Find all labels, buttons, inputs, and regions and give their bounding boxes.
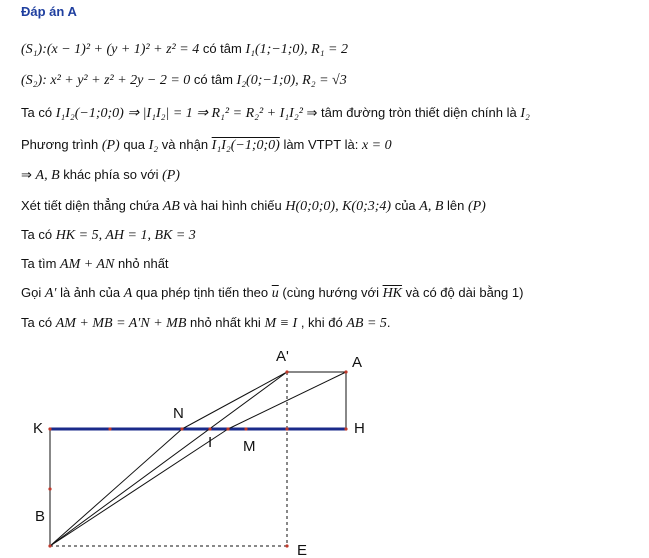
math-segment: A [123,286,133,301]
point-a [344,370,347,373]
text-segment: và có độ dài bằng 1) [402,285,524,300]
math-segment: I₂ [148,138,159,153]
text-segment: và hai hình chiếu [179,198,286,213]
sphere-s2-equation: (S₂): x² + y² + z² + 2y − 2 = 0 [21,73,191,88]
segment-n-aprime [182,372,287,429]
segment-b-m [50,429,228,546]
math-segment: AM + AN [60,257,115,272]
math-segment: A′ [44,286,57,301]
text-segment: qua [119,137,149,152]
label-e: E [297,542,308,558]
point-aprime [285,370,288,373]
text-segment: Ta có [21,105,56,120]
math-segment: (P) [162,168,180,183]
text-segment: Ta tìm [21,256,61,271]
point-m [226,427,229,430]
sphere-s1-center: I₁(1;−1;0), R₁ = 2 [245,42,348,57]
text-segment: của [391,198,420,213]
text-segment: khác phía so với [59,167,163,182]
point-b [48,487,51,490]
label-b: B [35,508,46,525]
label-k: K [33,420,44,437]
label-a: A [352,354,363,371]
point-tick [108,427,111,430]
point-tick [244,427,247,430]
answer-value: AB = 5 [346,316,387,331]
point-h [344,427,347,430]
point-n [180,427,183,430]
text-segment: ⇒ [21,167,36,182]
vector-u: $\overline{u}$ [271,286,279,301]
plane-equation: x = 0 [361,138,392,153]
text-segment: nhỏ nhất khi [186,315,265,330]
label-a-prime: A' [276,348,289,365]
text-segment: làm VTPT là: [279,137,362,152]
lengths-values: HK = 5, AH = 1, BK = 3 [55,228,196,243]
text-segment: là ảnh của [56,285,124,300]
point-bottom [48,544,51,547]
math-segment: A, B [35,168,60,183]
math-segment: (P) [101,138,120,153]
distance-formula: I₁I₂(−1;0;0) ⇒ |I₁I₂| = 1 ⇒ R₁² = R₂² + I₁I₂² [55,106,303,121]
text-segment: qua phép tịnh tiến theo [132,285,272,300]
point-k [48,427,51,430]
point-i [208,427,211,430]
sphere-s2-text: có tâm [190,72,237,87]
sphere-s1-text: có tâm [199,41,246,56]
normal-vector: I₁I₂(−1;0;0) [211,138,280,153]
text-segment: Phương trình [21,137,102,152]
text-segment: lên [443,198,468,213]
label-n: N [173,405,184,422]
text-segment: ⇒ tâm đường tròn thiết diện chính là [302,105,521,120]
sphere-s2-center: I₂(0;−1;0), R₂ = √3 [236,73,347,88]
vector-hk: $\overline{HK}$ [382,286,403,301]
segment-b-n [50,429,182,546]
text-segment: Xét tiết diện thẳng chứa [21,198,163,213]
text-segment: Ta có [21,227,56,242]
projection-points: H(0;0;0), K(0;3;4) [285,199,392,214]
segment-b-aprime [50,372,287,546]
sphere-s1-equation: (S₁):(x − 1)² + (y + 1)² + z² = 4 [21,42,200,57]
math-segment: I₂ [520,106,530,121]
text-segment: Gọi [21,285,45,300]
text-segment: . [386,315,391,330]
math-segment: AM + MB = A′N + MB [55,316,187,331]
point-e [285,544,288,547]
text-segment: nhỏ nhất [114,256,169,271]
text-segment: và nhận [158,137,212,152]
label-m: M [243,438,256,455]
text-segment: , khi đó [297,315,347,330]
math-segment: A, B [419,199,444,214]
text-segment: (cùng hướng với [278,285,383,300]
label-h: H [354,420,365,437]
math-segment: M ≡ I [264,316,298,331]
label-i: I [208,434,213,451]
text-segment: Ta có [21,315,56,330]
point-tick [285,427,288,430]
math-segment: (P) [467,199,486,214]
answer-heading: Đáp án A [21,4,77,19]
math-segment: AB [162,199,180,214]
